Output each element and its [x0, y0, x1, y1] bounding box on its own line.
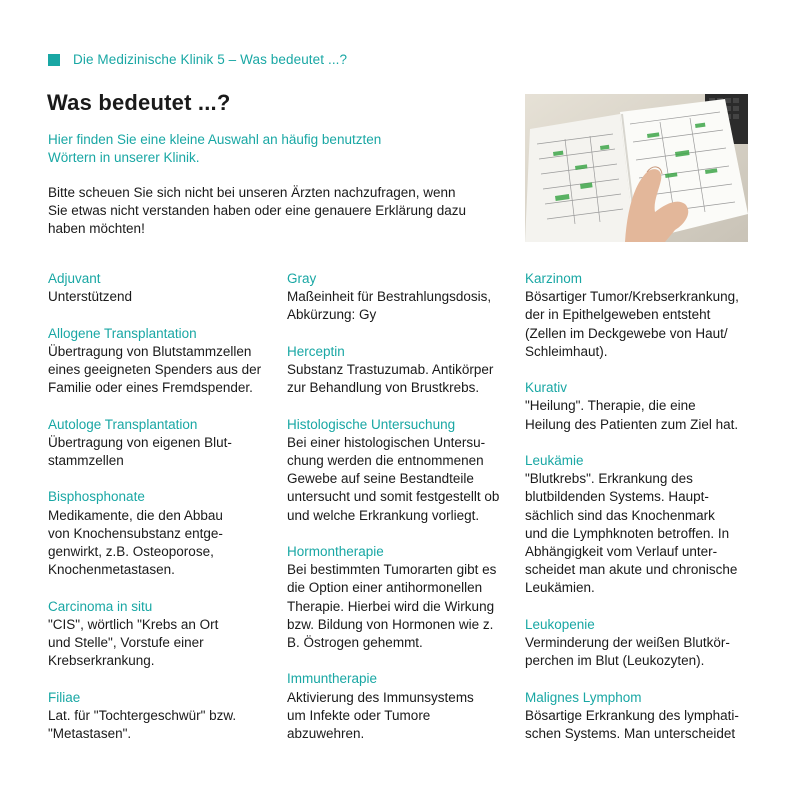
- glossary-definition: Unterstützend: [48, 289, 133, 305]
- document-photo: [525, 94, 748, 242]
- glossary-term: Autologe Transplantation: [48, 416, 198, 432]
- glossary-entry: [48, 416, 263, 471]
- glossary-term: Kurativ: [525, 380, 568, 396]
- glossary-term: Leukopenie: [525, 616, 595, 632]
- glossary-term: Hormontherapie: [287, 544, 384, 559]
- glossary-entry: [48, 598, 263, 671]
- glossary-term: Karzinom: [525, 271, 583, 286]
- glossary-entry: [48, 689, 263, 744]
- glossary-term: Malignes Lymphom: [525, 689, 642, 705]
- glossary-definition: "Heilung". Therapie, die eine Heilung des Patienten zum Ziel hat.: [525, 398, 739, 432]
- glossary-entry: [48, 488, 263, 579]
- glossary-entry: [525, 616, 755, 671]
- glossary-entry: [525, 689, 755, 744]
- glossary-term: Adjuvant: [48, 271, 101, 286]
- glossary-entry: [525, 379, 755, 434]
- glossary-entry: [287, 416, 509, 525]
- glossary-definition: Bei bestimmten Tumorarten gibt es die Option einer antihormonellen Therapie. Hierbei wird die Wirkung bzw. Bildung von Hormonen wie z. B. Östrogen gehemmt.: [287, 562, 497, 651]
- glossary-entry: [525, 270, 755, 361]
- glossary-definition: Maßeinheit für Bestrahlungsdosis, Abkürzung: Gy: [287, 289, 492, 323]
- glossary-definition: Übertragung von Blutstammzellen eines geeigneten Spenders aus der Familie oder eines Fremdspender.: [48, 343, 262, 396]
- page-title: Was bedeutet ...?: [47, 90, 231, 115]
- glossary-term: Filiae: [48, 689, 81, 705]
- glossary-definition: Bösartiger Tumor/Krebserkrankung, der in Epithelgeweben entsteht (Zellen im Deckgewebe von Haut/ Schleimhaut).: [525, 289, 739, 359]
- glossary-term: Leukämie: [525, 453, 584, 468]
- glossary-entry: [287, 343, 509, 398]
- note-text: Bitte scheuen Sie sich nicht bei unseren Ärzten nachzufragen, wenn Sie etwas nicht verstanden haben oder eine genauere Erklärung dazu haben möchten!: [48, 185, 467, 236]
- glossary-definition: Übertragung von eigenen Blut- stammzellen: [48, 434, 232, 468]
- glossary-definition: Lat. für "Tochtergeschwür" bzw. "Metastasen".: [48, 707, 237, 741]
- glossary-definition: "CIS", wörtlich "Krebs an Ort und Stelle", Vorstufe einer Krebserkrankung.: [48, 616, 219, 669]
- glossary-column-1: [48, 270, 263, 761]
- glossary-entry: [287, 270, 509, 325]
- glossary-term: Allogene Transplantation: [48, 325, 197, 341]
- glossary-column-2: [287, 270, 509, 761]
- glossary-definition: Bei einer histologischen Untersu- chung werden die entnommenen Gewebe auf seine Bestandteile untersucht und somit festgestellt ob und welche Erkrankung vorliegt.: [287, 434, 500, 523]
- glossary-term: Bisphosphonate: [48, 489, 145, 505]
- intro-text: Hier finden Sie eine kleine Auswahl an häufig benutzten Wörtern in unserer Klinik.: [48, 132, 382, 165]
- glossary-definition: "Blutkrebs". Erkrankung des blutbildenden Systems. Haupt- sächlich sind das Knochenmark und die Lymphknoten betroffen. In Abhängigkeit vom Verlauf unter- scheidet man akute und chronische Leukämien.: [525, 471, 738, 596]
- glossary-term: Carcinoma in situ: [48, 598, 153, 614]
- glossary-term: Herceptin: [287, 343, 345, 359]
- glossary-entry: [287, 543, 509, 652]
- glossary-term: Immuntherapie: [287, 671, 378, 687]
- glossary-term: Gray: [287, 271, 317, 286]
- glossary-entry: [525, 452, 755, 598]
- glossary-term: Histologische Untersuchung: [287, 416, 456, 432]
- glossary-column-3: [525, 270, 755, 761]
- glossary-definition: Medikamente, die den Abbau von Knochensubstanz entge- genwirkt, z.B. Osteoporose, Knochenmetastasen.: [48, 507, 223, 578]
- glossary-entry: [48, 325, 263, 398]
- header-bar: [48, 52, 347, 67]
- glossary-definition: Bösartige Erkrankung des lymphati- schen Systems. Man unterscheidet: [525, 707, 739, 742]
- glossary-definition: Substanz Trastuzumab. Antikörper zur Behandlung von Brustkrebs.: [287, 362, 494, 396]
- glossary-definition: Verminderung der weißen Blutkör- perchen im Blut (Leukozyten).: [525, 635, 730, 669]
- header-square-icon: [48, 54, 60, 66]
- header-text: Die Medizinische Klinik 5 – Was bedeutet ...?: [73, 52, 348, 67]
- glossary-definition: Aktivierung des Immunsystems um Infekte oder Tumore abzuwehren.: [287, 689, 474, 742]
- glossary-entry: [48, 270, 263, 306]
- glossary-entry: [287, 670, 509, 743]
